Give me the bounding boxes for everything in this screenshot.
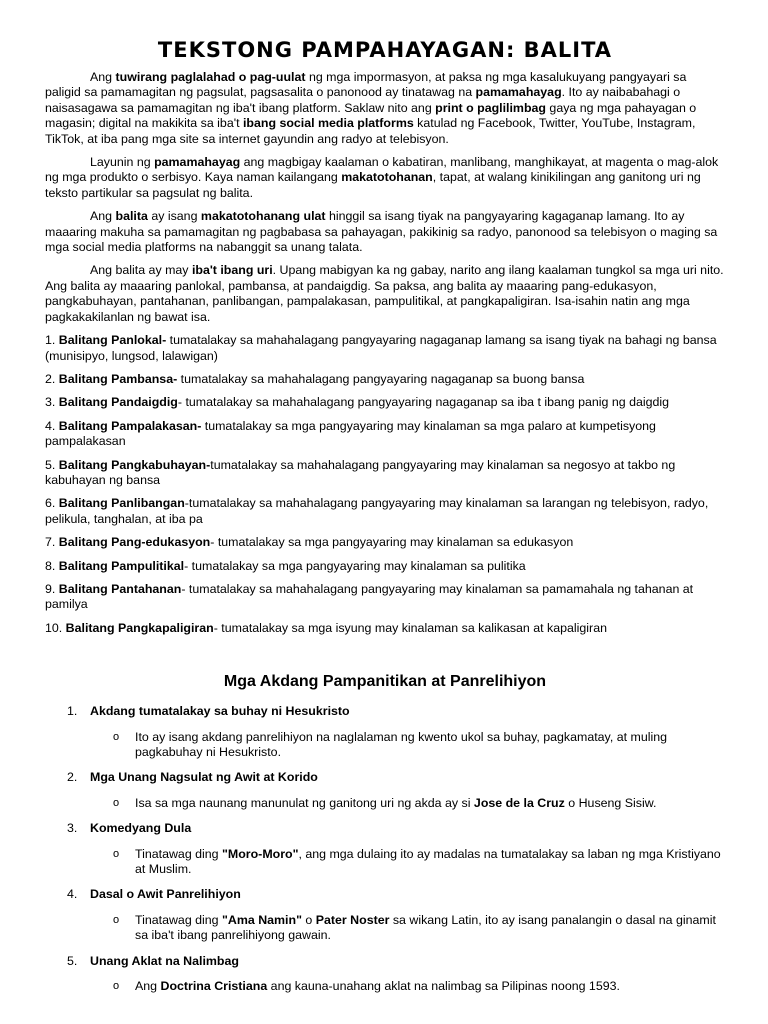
section-heading: Mga Akdang Pampanitikan at Panrelihiyon [223,673,547,691]
item-term: Balitang Panlokal- [58,333,167,348]
emphasized-text: Jose de la Cruz [473,795,565,810]
paragraph [45,155,725,201]
item-number: 3. [45,395,59,410]
bullet-icon: o [113,980,120,993]
list-item [45,333,725,364]
intro-paragraphs [45,70,725,325]
list-item [45,582,725,613]
item-description: tumatalakay sa mahahalagang pangyayaring nagaganap sa buong bansa [177,371,585,386]
item-title: Komedyang Dula [90,821,192,836]
list-item [45,621,725,636]
document-page [45,36,725,1004]
item-title: Akdang tumatalakay sa buhay ni Hesukristo [90,704,350,719]
sub-list-item [45,796,725,811]
sub-list-item [45,730,725,761]
text-run: o [301,912,316,927]
item-term: Balitang Pampalakasan- [58,418,202,433]
emphasized-text: print o paglilimbag [435,100,546,115]
item-number: 2. [67,770,78,785]
sub-item-text [135,913,716,942]
sub-list-item [45,913,725,944]
item-term: Balitang Pantahanan [58,581,182,596]
item-description: -tumatalakay sa mahahalagang pangyayaring may kinalaman sa larangan ng telebisyon, radyo, pelikula, tanghalan, at iba pa [45,496,709,526]
bullet-icon: o [113,796,120,809]
text-run: Ito ay isang akdang panrelihiyon na naglalaman ng kwento ukol sa buhay, pagkamatay, at muling pagkabuhay ni Hesukristo. [135,729,667,759]
literary-works-list [45,704,725,994]
bullet-icon: o [113,847,120,860]
emphasized-text: Doctrina Cristiana [160,979,268,994]
emphasized-text: pamamahayag [154,155,241,170]
ordered-list-item [45,887,725,902]
item-number: 3. [67,821,78,836]
item-number: 5. [45,457,59,472]
sub-list-item [45,979,725,994]
item-number: 2. [45,371,59,386]
item-number: 7. [45,535,59,550]
sub-item-text [135,730,667,759]
text-run: ang magbigay kaalaman o kabatiran, manlibang, manghikayat, at magenta o mag-alok ng mga produkto o serbisyo. Kaya naman kailangang [45,155,719,185]
item-description: - tumatalakay sa mahahalagang pangyayaring may kinalaman sa pamamahala ng tahanan at pamilya [45,581,694,612]
item-term: Balitang Pangkapaligiran [65,620,214,635]
paragraph [45,263,725,325]
emphasized-text: "Moro-Moro" [222,846,299,861]
sub-list-item [45,847,725,878]
paragraph [45,70,725,147]
emphasized-text: makatotohanan [341,170,433,185]
item-description: - tumatalakay sa mahahalagang pangyayaring nagaganap sa iba t ibang panig ng daigdig [177,395,670,410]
item-number: 1. [45,333,59,348]
sub-item-text [135,796,656,810]
paragraph [45,209,725,255]
emphasized-text: tuwirang paglalahad o pag-uulat [115,70,306,84]
list-item [45,395,725,410]
text-run: gaya ng mga pahayagan o magasin; digital na makikita sa iba't [45,100,697,131]
item-description: tumatalakay sa mga pangyayaring may kinalaman sa mga palaro at kumpetisyong pampalakasan [45,418,656,449]
text-run: , tapat, at walang kinikilingan ang ganitong uri ng teksto partikular sa pagsulat ng balita. [45,170,701,200]
text-run: o Huseng Sisiw. [564,795,657,810]
emphasized-text: pamamahayag [475,85,562,100]
text-run: sa wikang Latin, ito ay isang panalangin o dasal na ginamit sa iba't ibang panrelihiyong gawain. [135,912,716,943]
item-number: 8. [45,558,59,573]
emphasized-text: balita [115,209,148,224]
item-term: Balitang Panlibangan [58,496,185,511]
text-run: Tinatawag ding [135,912,223,927]
item-number: 9. [45,581,59,596]
ordered-list-item [45,704,725,719]
sub-item-text [135,979,620,993]
text-run: ay isang [147,209,201,224]
page-title: TEKSTONG PAMPAHAYAGAN: BALITA [157,38,613,62]
item-term: Balitang Pangkabuhayan- [58,457,211,472]
item-number: 4. [45,418,59,433]
item-title: Mga Unang Nagsulat ng Awit at Korido [90,770,318,785]
text-run: Ang [90,209,116,224]
text-run: katulad ng Facebook, Twitter, YouTube, Instagram, TikTok, at iba pang mga site sa internet gayundin ang radyo at telebisyon. [45,116,696,146]
item-description: - tumatalakay sa mga pangyayaring may kinalaman sa edukasyon [210,535,574,550]
item-number: 5. [67,953,78,968]
text-run: Ang balita ay may [90,263,192,278]
item-term: Balitang Pandaigdig [58,395,178,410]
item-number: 6. [45,496,59,511]
ordered-list-item [45,954,725,969]
item-description: - tumatalakay sa mga pangyayaring may kinalaman sa pulitika [184,558,526,573]
bullet-icon: o [113,730,120,743]
item-title: Unang Aklat na Nalimbag [90,953,239,968]
emphasized-text: "Ama Namin" [222,912,302,927]
emphasized-text: Pater Noster [315,912,390,927]
item-description: tumatalakay sa mahahalagang pangyayaring nagaganap lamang sa isang tiyak na bahagi ng bansa (munisipyo, lungsod, lalawigan) [45,333,717,363]
list-item [45,496,725,527]
item-number: 1. [67,704,78,719]
list-item [45,372,725,387]
sub-item-text [135,847,721,876]
text-run: Ang [135,979,161,994]
text-run: hinggil sa isang tiyak na pangyayaring kagaganap lamang. Ito ay maaaring makuha sa pamamagitan ng pagbabasa sa pahayagan, pakikinig sa radyo, panonood sa telebisyon o maging sa mga social media platforms na nabanggit sa unang talata. [45,209,718,255]
text-run: Ang [90,70,116,84]
emphasized-text: iba't ibang uri [191,263,273,278]
list-item [45,559,725,574]
emphasized-text: makatotohanang ulat [200,209,326,224]
list-item [45,419,725,450]
text-run: Isa sa mga naunang manunulat ng ganitong uri ng akda ay si [135,795,474,810]
text-run: . Ito ay naibabahagi o naisasagawa sa pamamagitan ng iba't ibang platform. Saklaw nito ang [45,85,681,115]
ordered-list-item [45,821,725,836]
text-run: ng mga impormasyon, at paksa ng mga kasalukuyang pangyayari sa paligid sa pamamagitan ng pagsulat, pagsasalita o panonood ay tinatawag na [45,70,687,100]
item-number: 10. [45,620,66,635]
emphasized-text: ibang social media platforms [242,116,414,131]
item-number: 4. [67,887,78,902]
text-run: . Upang mabigyan ka ng gabay, narito ang ilang kaalaman tungkol sa mga uri nito. Ang balita ay maaaring panlokal, pambansa, at pandaigdig. Sa paksa, ang balita ay maaaring pang-edukasyon, pangkabuhayan, pantahanan, panlibangan, pampalakasan, pampulitikal, at pangkapaligiran. Isa-isahin natin ang mga pagkakakilanlan ng bawat isa. [45,263,724,324]
item-term: Balitang Pang-edukasyon [58,535,211,550]
news-types-list [45,333,725,636]
bullet-icon: o [113,913,120,926]
item-description: tumatalakay sa mahahalagang pangyayaring may kinalaman sa negosyo at takbo ng kabuhayan ng bansa [45,457,676,487]
item-term: Balitang Pambansa- [58,371,178,386]
list-item [45,535,725,550]
text-run: ang kauna-unahang aklat na nalimbag sa Pilipinas noong 1593. [267,979,620,994]
ordered-list-item [45,770,725,785]
item-title: Dasal o Awit Panrelihiyon [90,887,241,902]
item-term: Balitang Pampulitikal [58,558,185,573]
text-run: , ang mga dulaing ito ay madalas na tumatalakay sa laban ng mga Kristiyano at Muslim. [135,846,721,877]
list-item [45,458,725,489]
text-run: Layunin ng [90,155,155,170]
item-description: - tumatalakay sa mga isyung may kinalaman sa kalikasan at kapaligiran [213,620,607,635]
text-run: Tinatawag ding [135,846,223,861]
